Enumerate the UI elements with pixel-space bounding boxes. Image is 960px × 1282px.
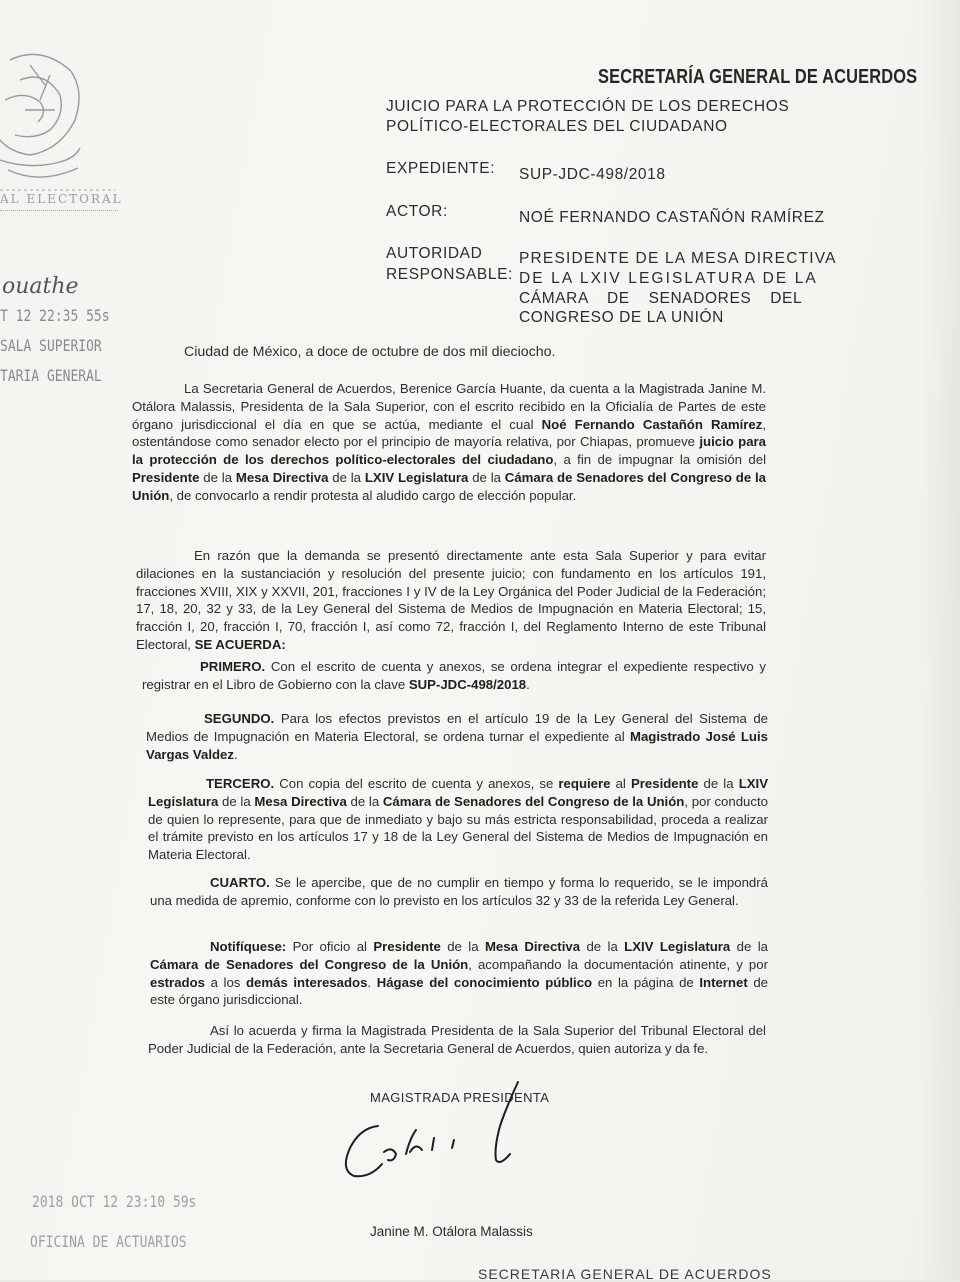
national-emblem-seal [0, 40, 120, 200]
paragraph-segundo: SEGUNDO. Para los efectos previstos en el artículo 19 de la Ley General del Sistema de Medios de Impugnación en Materia Electoral, se ordena turnar el expediente al Magistrado José Luis Vargas Valdez. [146, 711, 768, 762]
actuarios-timestamp: 2018 OCT 12 23:10 59s [32, 1194, 197, 1212]
autoridad-label-1: AUTORIDAD [386, 245, 483, 262]
handwritten-mark: ouathe [2, 274, 79, 299]
received-timestamp: T 12 22:35 55s [0, 308, 110, 326]
paragraph-tercero: TERCERO. Con copia del escrito de cuenta y anexos, se requiere al Presidente de la LXIV Legislatura de la Mesa Directiva de la Cámara de Senadores del Congreso de la Unión, por conducto de quien lo represente, para que de inmediato y bajo su más estricta responsabilidad, proceda a realizar el trámite previsto en los artículos 17 y 18 de la Ley General del Sistema de Medios de Impugnación en Materia Electoral. [148, 776, 768, 863]
paragraph-cuarto: CUARTO. Se le apercibe, que de no cumplir en tiempo y forma lo requerido, se le impondrá una medida de apremio, conforme con lo previsto en los artículos 32 y 33 de la referida Ley General. [150, 875, 768, 908]
paragraph-primero: PRIMERO. Con el escrito de cuenta y anexos, se ordena integrar el expediente respectivo y registrar en el Libro de Gobierno con la clave SUP-JDC-498/2018. [142, 659, 766, 692]
expediente-label: EXPEDIENTE: [386, 160, 496, 177]
paragraph-account: La Secretaria General de Acuerdos, Berenice García Huante, da cuenta a la Magistrada Janine M. Otálora Malassis, Presidenta de la Sala Superior, con el escrito recibido en la Oficialía de Partes de este órgano jurisdiccional el día en que se actúa, mediante el cual Noé Fernando Castañón Ramírez, ostentándose como senador electo por el principio de mayoría relativa, por Chiapas, promueve juicio para la protección de los derechos político-electorales del ciudadano, a fin de impugnar la omisión del Presidente de la Mesa Directiva de la LXIV Legislatura de la Cámara de Senadores del Congreso de la Unión, de convocarlo a rendir protesta al aludido cargo de elección popular. [132, 381, 767, 503]
actor-label: ACTOR: [386, 203, 448, 220]
autoridad-label-2: RESPONSABLE: [386, 266, 513, 283]
autoridad-value-2: DE LA LXIV LEGISLATURA DE LA [519, 270, 818, 287]
paragraph-closing: Así lo acuerda y firma la Magistrada Presidenta de la Sala Superior del Tribunal Electoral del Poder Judicial de la Federación, ante la Secretaria General de Acuerdos, quien autoriza y da fe. [148, 1023, 766, 1056]
signature-title: MAGISTRADA PRESIDENTA [370, 1090, 550, 1105]
paragraph-notifiquese: Notifíquese: Por oficio al Presidente de la Mesa Directiva de la LXIV Legislatura de la Cámara de Senadores del Congreso de la Unión, acompañando la documentación atinente, y por estrados a los demás interesados. Hágase del conocimiento público en la página de Internet de este órgano jurisdiccional. [150, 939, 768, 1008]
seal-caption: AL ELECTORAL [0, 192, 123, 206]
signer-name: Janine M. Otálora Malassis [370, 1224, 533, 1239]
letterhead-title: SECRETARÍA GENERAL DE ACUERDOS [598, 66, 918, 88]
handwritten-signature [330, 1068, 530, 1188]
seal-divider [0, 210, 118, 211]
footer-secretaria-title: SECRETARIA GENERAL DE ACUERDOS [478, 1266, 772, 1282]
paragraph-legal-basis: En razón que la demanda se presentó directamente ante esta Sala Superior y para evitar dilaciones en la sustanciación y resolución del presente juicio; con fundamento en los artículos 191, fracciones XVIII, XIX y XXVII, 201, fracciones I y IV de la Ley Orgánica del Poder Judicial de la Federación; 17, 18, 20, 32 y 33, de la Ley General del Sistema de Medios de Impugnación en Materia Electoral; 15, fracción I, 20, fracción I, 70, fracción I, así como 72, fracción I, del Reglamento Interno de este Tribunal Electoral, SE ACUERDA: [136, 548, 766, 652]
actor-value: NOÉ FERNANDO CASTAÑÓN RAMÍREZ [519, 209, 825, 226]
expediente-value: SUP-JDC-498/2018 [519, 166, 666, 183]
received-stamp-line1: SALA SUPERIOR [0, 338, 102, 356]
date-line: Ciudad de México, a doce de octubre de dos mil dieciocho. [184, 344, 556, 360]
received-stamp-line2: TARIA GENERAL [0, 368, 102, 386]
actuarios-office-stamp: OFICINA DE ACTUARIOS [30, 1234, 187, 1252]
autoridad-value-1: PRESIDENTE DE LA MESA DIRECTIVA [519, 250, 837, 267]
case-type-line2: POLÍTICO-ELECTORALES DEL CIUDADANO [386, 118, 728, 135]
case-type-line1: JUICIO PARA LA PROTECCIÓN DE LOS DERECHOS [386, 98, 790, 115]
autoridad-value-3: CÁMARA DE SENADORES DEL [519, 290, 803, 307]
autoridad-value-4: CONGRESO DE LA UNIÓN [519, 309, 724, 326]
